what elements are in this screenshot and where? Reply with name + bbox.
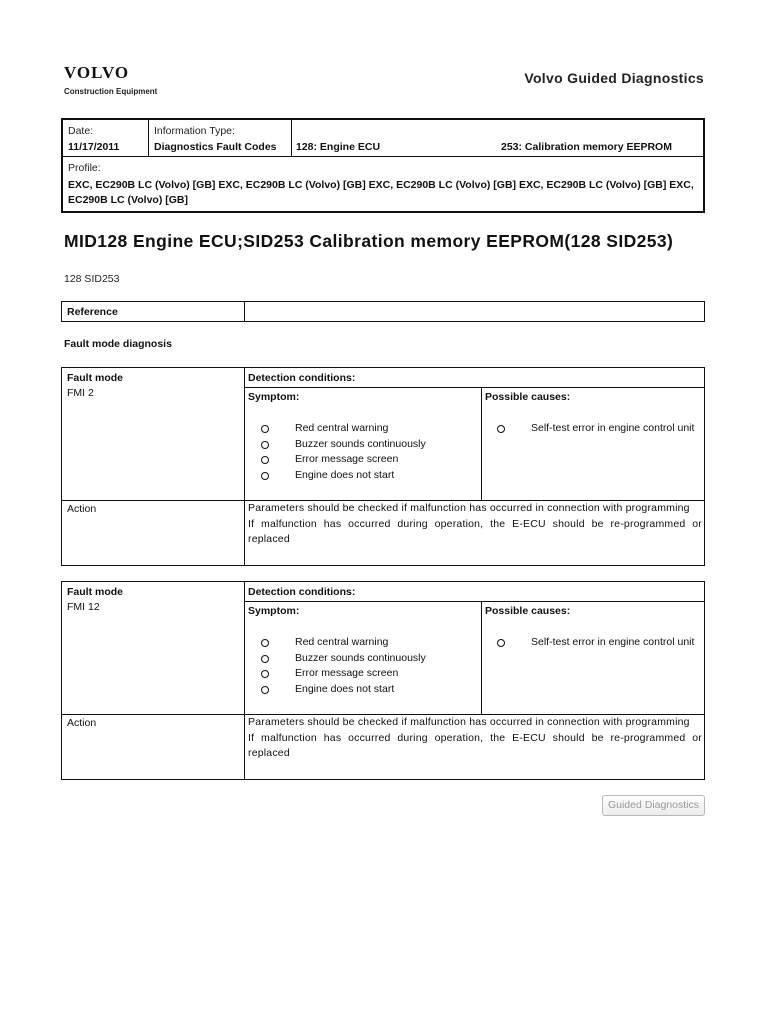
circle-bullet-icon	[261, 441, 269, 449]
reference-divider	[244, 302, 245, 321]
volvo-logo	[64, 63, 157, 96]
list-item: Error message screen	[261, 666, 426, 682]
column-divider	[481, 601, 482, 714]
action-text	[248, 501, 702, 548]
cause-item: Self-test error in engine control unit	[497, 635, 717, 651]
symptom-list	[261, 635, 426, 697]
list-item: Red central warning	[261, 421, 426, 437]
circle-bullet-icon	[261, 456, 269, 464]
profile-row	[63, 158, 703, 212]
info-type-value: Diagnostics Fault Codes	[154, 141, 277, 153]
circle-bullet-icon	[497, 425, 505, 433]
symptom-label: Symptom:	[248, 605, 300, 617]
list-item: Red central warning	[261, 635, 426, 651]
action-line: If malfunction has occurred during operation, the E-ECU should be re-programmed or replaced	[248, 731, 702, 759]
circle-bullet-icon	[261, 686, 269, 694]
circle-bullet-icon	[261, 655, 269, 663]
date-label: Date:	[68, 125, 94, 137]
info-row	[63, 120, 703, 157]
list-item: Error message screen	[261, 452, 426, 468]
document-info-box	[61, 118, 705, 213]
column-divider	[244, 368, 245, 565]
circle-bullet-icon	[261, 639, 269, 647]
action-line: If malfunction has occurred during operation, the E-ECU should be re-programmed or replaced	[248, 517, 702, 545]
fault-mode-label: Fault mode	[67, 372, 124, 384]
list-item: Buzzer sounds continuously	[261, 437, 426, 453]
list-item: Engine does not start	[261, 682, 426, 698]
column-divider	[244, 582, 245, 779]
fault-code-id: 128 SID253	[64, 273, 120, 285]
fmi-value: FMI 2	[67, 387, 94, 399]
action-label: Action	[67, 503, 97, 515]
action-line: Parameters should be checked if malfunction has occurred in connection with programming	[248, 502, 690, 514]
fmi-value: FMI 12	[67, 601, 100, 613]
page-title: MID128 Engine ECU;SID253 Calibration memory EEPROM(128 SID253)	[64, 231, 674, 251]
section-heading: Fault mode diagnosis	[64, 338, 172, 350]
action-label: Action	[67, 717, 97, 729]
app-title: Volvo Guided Diagnostics	[524, 70, 704, 86]
code-cell	[292, 120, 703, 157]
list-item: Engine does not start	[261, 468, 426, 484]
circle-bullet-icon	[497, 639, 505, 647]
profile-value: EXC, EC290B LC (Volvo) [GB] EXC, EC290B LC (Volvo) [GB] EXC, EC290B LC (Volvo) [GB] EXC, EC290B LC (Volvo) [GB] EXC, EC290B LC (Volvo) [GB]	[68, 179, 694, 206]
circle-bullet-icon	[261, 425, 269, 433]
symptom-list	[261, 421, 426, 483]
fault-mode-table	[61, 367, 705, 566]
row-divider	[245, 387, 704, 388]
action-line: Parameters should be checked if malfunction has occurred in connection with programming	[248, 716, 690, 728]
reference-label: Reference	[67, 306, 118, 318]
cause-item: Self-test error in engine control unit	[497, 421, 717, 437]
list-item: Buzzer sounds continuously	[261, 651, 426, 667]
guided-diagnostics-button[interactable]: Guided Diagnostics	[602, 795, 705, 816]
causes-label: Possible causes:	[485, 605, 571, 617]
reference-table	[61, 301, 705, 322]
row-divider	[245, 601, 704, 602]
sid-value: 253: Calibration memory EEPROM	[501, 141, 672, 153]
date-value: 11/17/2011	[68, 141, 120, 153]
brand-subtitle: Construction Equipment	[64, 87, 158, 96]
symptom-label: Symptom:	[248, 391, 300, 403]
date-cell	[63, 120, 149, 157]
info-type-cell	[149, 120, 292, 157]
brand-wordmark: VOLVO	[64, 63, 130, 82]
info-type-label: Information Type:	[154, 125, 235, 137]
column-divider	[481, 387, 482, 500]
circle-bullet-icon	[261, 670, 269, 678]
detection-label: Detection conditions:	[248, 586, 356, 598]
mid-value: 128: Engine ECU	[296, 141, 381, 153]
causes-label: Possible causes:	[485, 391, 571, 403]
fault-mode-table	[61, 581, 705, 780]
action-text	[248, 715, 702, 762]
fault-mode-label: Fault mode	[67, 586, 124, 598]
profile-label: Profile:	[68, 162, 101, 174]
circle-bullet-icon	[261, 472, 269, 480]
detection-label: Detection conditions:	[248, 372, 356, 384]
